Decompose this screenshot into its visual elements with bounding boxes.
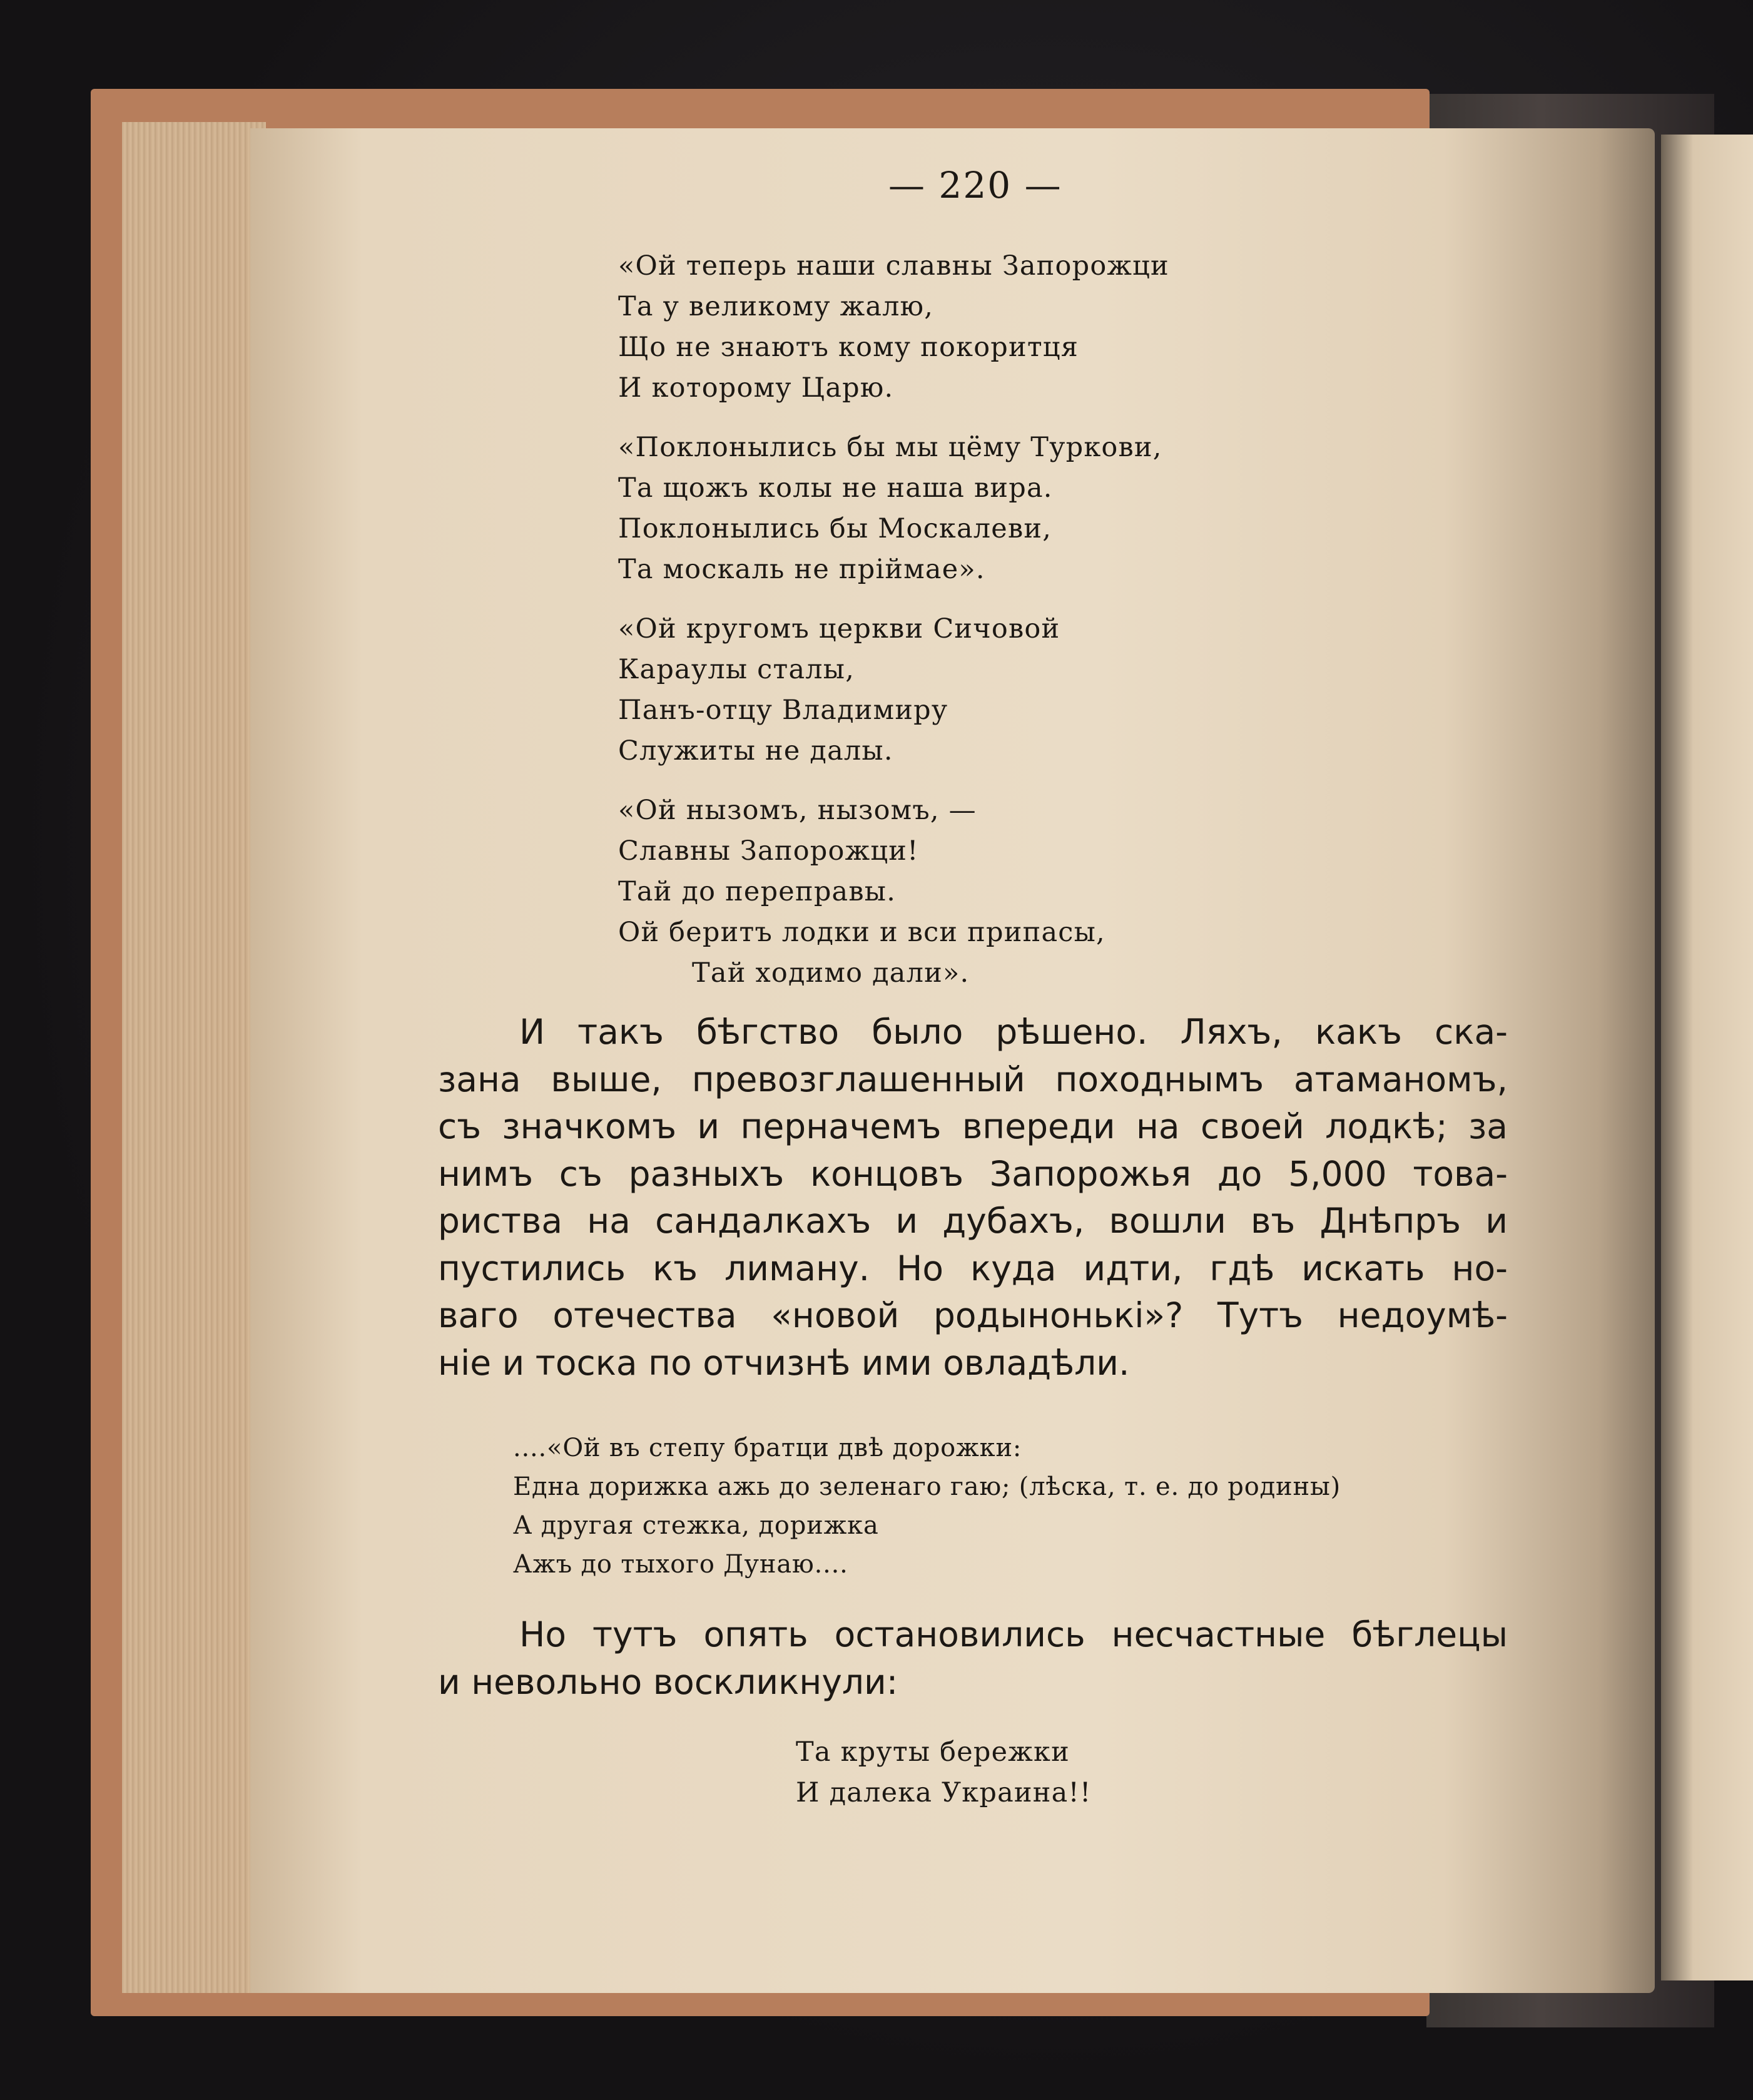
prose-line: И такъ бѣгство было рѣшено. Ляхъ, какъ ска- xyxy=(519,1012,1508,1052)
verse-stanza-1 xyxy=(618,246,1169,409)
verse-stanza-final xyxy=(796,1732,1091,1813)
prose-line: съ значкомъ и перначемъ впереди на своей лодкѣ; за xyxy=(438,1106,1508,1146)
verse-stanza-roads xyxy=(513,1429,1341,1584)
verse-line: «Ой нызомъ, нызомъ, — xyxy=(618,795,977,826)
verse-line: Поклонылись бы Москалеви, xyxy=(618,513,1052,544)
prose-line: ніе и тоска по отчизнѣ ими овладѣли. xyxy=(438,1342,1130,1383)
prose-line: зана выше, превозглашенный походнымъ атаманомъ, xyxy=(438,1059,1508,1099)
page-number: — 220 — xyxy=(888,164,1062,206)
verse-line: Караулы сталы, xyxy=(618,654,855,685)
verse-line: А другая стежка, дорижка xyxy=(513,1511,879,1540)
prose-line: риства на сандалкахъ и дубахъ, вошли въ Днѣпръ и xyxy=(438,1201,1508,1241)
verse-stanza-3 xyxy=(618,609,1060,772)
verse-stanza-4 xyxy=(618,790,1105,953)
verse-line: ....«Ой въ степу братци двѣ дорожки: xyxy=(513,1434,1022,1462)
facing-page-edge xyxy=(1661,135,1753,1980)
verse-line: Та москаль не пріймае». xyxy=(618,554,985,585)
prose-paragraph-2 xyxy=(438,1611,1508,1706)
verse-line: Славны Запорожци! xyxy=(618,835,919,867)
verse-line: Що не знаютъ кому покоритця xyxy=(618,332,1079,363)
verse-line: Та у великому жалю, xyxy=(618,291,934,322)
verse-line: И которому Царю. xyxy=(618,372,894,404)
prose-line: нимъ съ разныхъ концовъ Запорожья до 5,000 това- xyxy=(438,1153,1508,1194)
verse-closing-line: Тай ходимо дали». xyxy=(692,957,970,989)
verse-line: Панъ-отцу Владимиру xyxy=(618,695,948,726)
prose-line: пустились къ лиману. Но куда идти, гдѣ искать но- xyxy=(438,1248,1508,1288)
verse-line: Служиты не далы. xyxy=(618,735,893,767)
verse-line: Тай до переправы. xyxy=(618,876,897,907)
prose-line: Но тутъ опять остановились несчастные бѣглецы xyxy=(519,1614,1508,1654)
page-edges xyxy=(122,122,266,1993)
prose-line: ваго отечества «новой родынонькі»? Тутъ недоумѣ- xyxy=(438,1295,1508,1335)
verse-line: «Ой теперь наши славны Запорожци xyxy=(618,250,1169,282)
verse-line: И далека Украина!! xyxy=(796,1777,1092,1808)
prose-paragraph-1 xyxy=(438,1009,1508,1387)
prose-line: и невольно воскликнули: xyxy=(438,1661,898,1702)
verse-line: Та щожъ колы не наша вира. xyxy=(618,472,1053,504)
verse-line: Ой беритъ лодки и вси припасы, xyxy=(618,917,1105,948)
verse-line: Ажъ до тыхого Дунаю.... xyxy=(513,1550,848,1579)
verse-line: Една дорижка ажь до зеленаго гаю; (лѣска, т. е. до родины) xyxy=(513,1472,1341,1501)
verse-line: «Ой кругомъ церкви Сичовой xyxy=(618,613,1060,645)
verse-stanza-2 xyxy=(618,427,1162,590)
verse-line: Та круты бережки xyxy=(796,1736,1070,1768)
verse-line: «Поклонылись бы мы цёму Туркови, xyxy=(618,432,1162,463)
